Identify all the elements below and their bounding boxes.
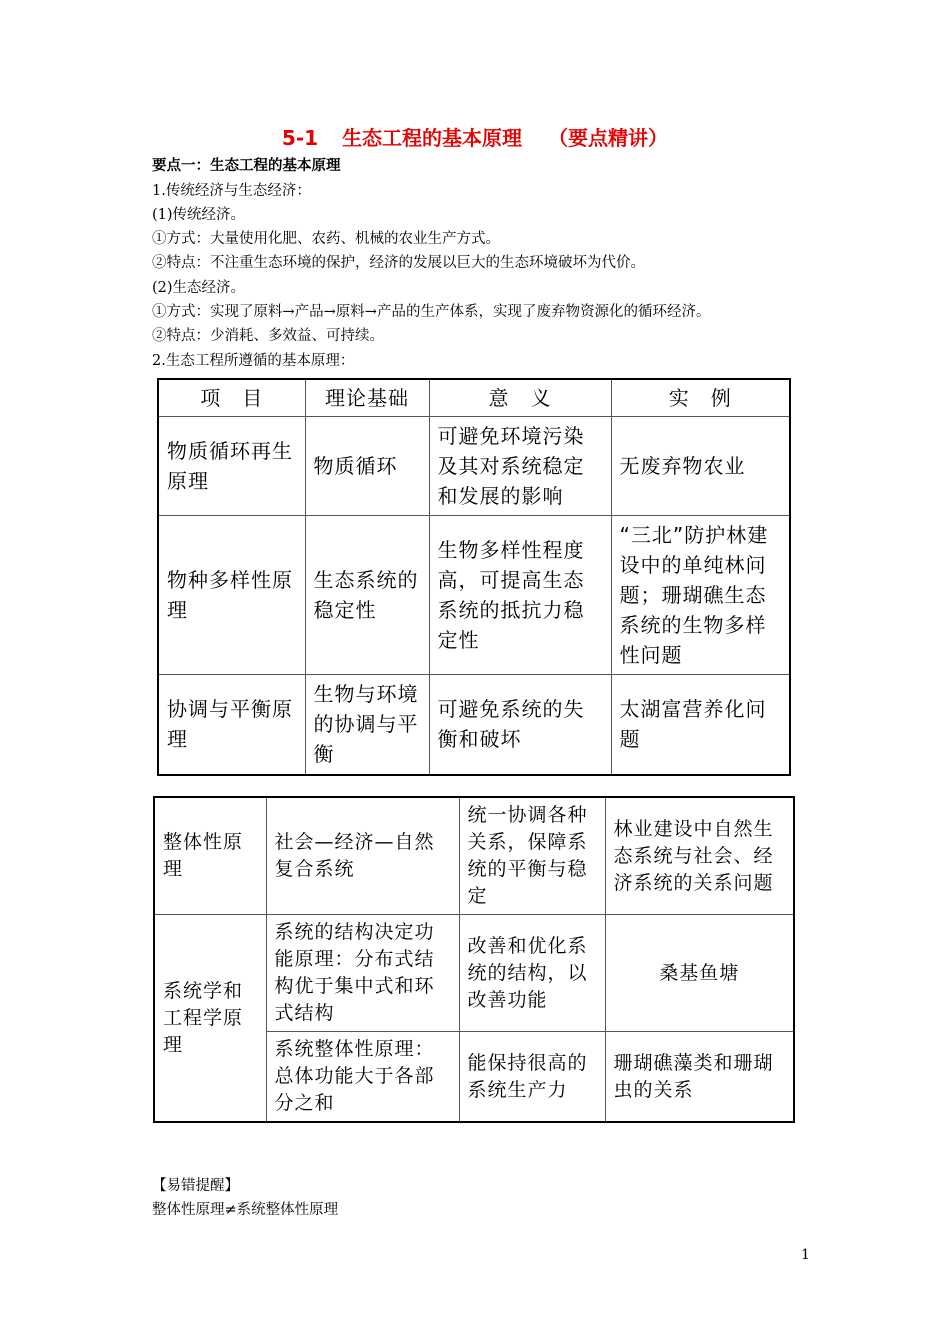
table-cell: 可避免系统的失衡和破坏: [429, 675, 611, 775]
table-row: [158, 516, 790, 675]
table-cell: 林业建设中自然生态系统与社会、经济系统的关系问题: [605, 797, 794, 915]
table-cell: 改善和优化系统的结构，以改善功能: [459, 915, 605, 1032]
table-cell: 无废弃物农业: [611, 417, 790, 516]
text-line: (1)传统经济。: [152, 207, 246, 223]
table-cell: 统一协调各种关系，保障系统的平衡与稳定: [459, 797, 605, 915]
table-row: [158, 675, 790, 775]
header-cell: 理论基础: [305, 379, 429, 417]
table-row: [154, 915, 794, 1032]
table-cell: 系统整体性原理：总体功能大于各部分之和: [266, 1032, 459, 1123]
text-line: ①方式：大量使用化肥、农药、机械的农业生产方式。: [152, 231, 500, 247]
title-main: 生态工程的基本原理: [342, 126, 523, 150]
text-line: 1.传统经济与生态经济：: [152, 183, 311, 199]
table-cell: 桑基鱼塘: [605, 915, 794, 1032]
table-row: [154, 797, 794, 915]
table-cell: 系统学和工程学原理: [154, 915, 266, 1123]
table-cell: 能保持很高的系统生产力: [459, 1032, 605, 1123]
table-cell: 物质循环: [305, 417, 429, 516]
tip-title: 【易错提醒】: [152, 1178, 239, 1194]
section-heading: 要点一：生态工程的基本原理: [152, 158, 341, 174]
header-cell: 项 目: [158, 379, 305, 417]
table-cell: 珊瑚礁藻类和珊瑚虫的关系: [605, 1032, 794, 1123]
table-cell: 整体性原理: [154, 797, 266, 915]
table-cell: 生物与环境的协调与平衡: [305, 675, 429, 775]
header-cell: 实 例: [611, 379, 790, 417]
principles-table: [157, 378, 791, 776]
text-line: 2.生态工程所遵循的基本原理：: [152, 353, 355, 369]
table-cell: 系统的结构决定功能原理：分布式结构优于集中式和环式结构: [266, 915, 459, 1032]
table-row: [158, 417, 790, 516]
principles-table-continued: [153, 796, 795, 1123]
table-cell: 协调与平衡原理: [158, 675, 305, 775]
table-cell: 生态系统的稳定性: [305, 516, 429, 675]
table-header-row: [158, 379, 790, 417]
table-cell: 生物多样性程度高，可提高生态系统的抵抗力稳定性: [429, 516, 611, 675]
table-cell: 可避免环境污染及其对系统稳定和发展的影响: [429, 417, 611, 516]
tip-text: 整体性原理≠系统整体性原理: [152, 1202, 339, 1218]
page-title: [0, 122, 950, 151]
table-cell: 物种多样性原理: [158, 516, 305, 675]
text-line: (2)生态经济。: [152, 280, 246, 296]
table-cell: 物质循环再生原理: [158, 417, 305, 516]
table-cell: 社会—经济—自然复合系统: [266, 797, 459, 915]
title-sub: （要点精讲）: [548, 126, 669, 150]
table-cell: “三北”防护林建设中的单纯林问题；珊瑚礁生态系统的生物多样性问题: [611, 516, 790, 675]
page-number: 1: [801, 1247, 810, 1263]
text-line: ②特点：不注重生态环境的保护，经济的发展以巨大的生态环境破坏为代价。: [152, 255, 645, 271]
text-line: ①方式：实现了原料→产品→原料→产品的生产体系，实现了废弃物资源化的循环经济。: [152, 304, 711, 320]
header-cell: 意 义: [429, 379, 611, 417]
text-line: ②特点：少消耗、多效益、可持续。: [152, 328, 384, 344]
title-number: 5-1: [281, 126, 319, 150]
table-cell: 太湖富营养化问题: [611, 675, 790, 775]
